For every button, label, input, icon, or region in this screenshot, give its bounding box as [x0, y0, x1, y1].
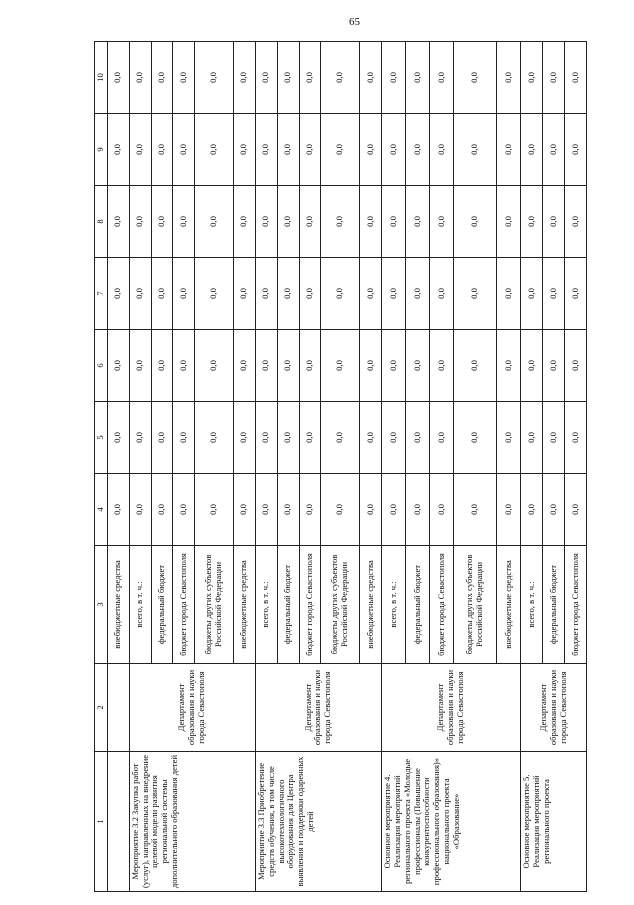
funding-source: всего, в т. ч.:	[129, 546, 151, 664]
value-cell: 0,0	[564, 330, 586, 402]
activity-name: Мероприятие 3.3 Приобретение средств обучения, в том числе высокотехнологичного оборудования для Центра выявления и поддержки одаренных детей	[255, 752, 381, 892]
value-cell: 0,0	[299, 402, 321, 474]
value-cell: 0,0	[454, 186, 497, 258]
value-cell: 0,0	[543, 42, 565, 114]
value-cell: 0,0	[497, 330, 521, 402]
value-cell: 0,0	[543, 474, 565, 546]
value-cell: 0,0	[321, 186, 360, 258]
table-row	[255, 42, 277, 892]
value-cell: 0,0	[107, 114, 129, 186]
value-cell: 0,0	[321, 42, 360, 114]
value-cell: 0,0	[564, 474, 586, 546]
value-cell: 0,0	[543, 330, 565, 402]
responsible-department: Департамент образования и науки города Севастополя	[129, 664, 255, 752]
value-cell: 0,0	[299, 42, 321, 114]
value-cell: 0,0	[454, 42, 497, 114]
value-cell: 0,0	[430, 474, 454, 546]
value-cell: 0,0	[454, 474, 497, 546]
value-cell: 0,0	[497, 186, 521, 258]
value-cell: 0,0	[233, 402, 255, 474]
value-cell: 0,0	[406, 474, 430, 546]
value-cell: 0,0	[430, 402, 454, 474]
col-header: 2	[95, 664, 108, 752]
value-cell: 0,0	[381, 474, 405, 546]
funding-source: бюджет города Севастополя	[564, 546, 586, 664]
value-cell: 0,0	[454, 114, 497, 186]
funding-source: бюджеты других субъектов Российской Федерации	[454, 546, 497, 664]
responsible-department: Департамент образования и науки города Севастополя	[381, 664, 520, 752]
value-cell: 0,0	[454, 258, 497, 330]
value-cell: 0,0	[360, 258, 382, 330]
value-cell: 0,0	[406, 114, 430, 186]
value-cell: 0,0	[277, 42, 299, 114]
value-cell: 0,0	[255, 474, 277, 546]
funding-source: бюджет города Севастополя	[430, 546, 454, 664]
value-cell: 0,0	[233, 114, 255, 186]
value-cell: 0,0	[406, 186, 430, 258]
value-cell: 0,0	[360, 474, 382, 546]
value-cell: 0,0	[564, 258, 586, 330]
table-row	[521, 42, 543, 892]
col-header: 7	[95, 258, 108, 330]
value-cell: 0,0	[299, 330, 321, 402]
value-cell: 0,0	[173, 402, 195, 474]
value-cell: 0,0	[299, 114, 321, 186]
value-cell: 0,0	[360, 402, 382, 474]
activity-name: Основное мероприятие 4. Реализация мероприятий регионального проекта «Молодые профессионалы (Повышение конкурентоспособности профессионального образования)» национального проекта «Образование»	[381, 752, 520, 892]
value-cell: 0,0	[151, 42, 173, 114]
value-cell: 0,0	[233, 42, 255, 114]
responsible-department: Департамент образования и науки города Севастополя	[255, 664, 381, 752]
value-cell: 0,0	[151, 258, 173, 330]
page-number: 65	[349, 16, 360, 28]
responsible-department	[107, 664, 129, 752]
value-cell: 0,0	[107, 258, 129, 330]
responsible-department: Департамент образования и науки города Севастополя	[521, 664, 587, 752]
value-cell: 0,0	[497, 474, 521, 546]
value-cell: 0,0	[233, 258, 255, 330]
funding-source: всего, в т. ч.:	[381, 546, 405, 664]
value-cell: 0,0	[430, 186, 454, 258]
value-cell: 0,0	[543, 186, 565, 258]
value-cell: 0,0	[129, 402, 151, 474]
value-cell: 0,0	[543, 258, 565, 330]
value-cell: 0,0	[497, 258, 521, 330]
value-cell: 0,0	[277, 258, 299, 330]
funding-source: бюджет города Севастополя	[299, 546, 321, 664]
rotated-table-wrapper	[94, 42, 587, 892]
value-cell: 0,0	[454, 330, 497, 402]
value-cell: 0,0	[454, 402, 497, 474]
value-cell: 0,0	[195, 114, 234, 186]
value-cell: 0,0	[430, 330, 454, 402]
value-cell: 0,0	[255, 42, 277, 114]
table-row	[381, 42, 405, 892]
value-cell: 0,0	[430, 42, 454, 114]
funding-source: федеральный бюджет	[151, 546, 173, 664]
value-cell: 0,0	[321, 330, 360, 402]
value-cell: 0,0	[195, 42, 234, 114]
funding-source: внебюджетные средства	[360, 546, 382, 664]
value-cell: 0,0	[381, 258, 405, 330]
value-cell: 0,0	[497, 42, 521, 114]
value-cell: 0,0	[299, 186, 321, 258]
value-cell: 0,0	[521, 474, 543, 546]
value-cell: 0,0	[255, 330, 277, 402]
value-cell: 0,0	[430, 114, 454, 186]
value-cell: 0,0	[406, 330, 430, 402]
value-cell: 0,0	[129, 114, 151, 186]
col-header: 4	[95, 474, 108, 546]
value-cell: 0,0	[497, 114, 521, 186]
value-cell: 0,0	[430, 258, 454, 330]
value-cell: 0,0	[521, 42, 543, 114]
value-cell: 0,0	[406, 402, 430, 474]
value-cell: 0,0	[381, 186, 405, 258]
value-cell: 0,0	[129, 258, 151, 330]
value-cell: 0,0	[151, 402, 173, 474]
table-body	[107, 42, 586, 892]
funding-source: всего, в т. ч.:	[255, 546, 277, 664]
value-cell: 0,0	[381, 42, 405, 114]
value-cell: 0,0	[255, 258, 277, 330]
value-cell: 0,0	[151, 330, 173, 402]
value-cell: 0,0	[173, 258, 195, 330]
value-cell: 0,0	[406, 258, 430, 330]
value-cell: 0,0	[381, 402, 405, 474]
value-cell: 0,0	[543, 114, 565, 186]
value-cell: 0,0	[173, 474, 195, 546]
col-header: 6	[95, 330, 108, 402]
value-cell: 0,0	[173, 330, 195, 402]
value-cell: 0,0	[564, 402, 586, 474]
value-cell: 0,0	[277, 474, 299, 546]
table-row	[107, 42, 129, 892]
value-cell: 0,0	[277, 186, 299, 258]
value-cell: 0,0	[129, 474, 151, 546]
activity-name: Основное мероприятие 5. Реализация мероприятий регионального проекта	[521, 752, 587, 892]
funding-source: федеральный бюджет	[277, 546, 299, 664]
value-cell: 0,0	[521, 186, 543, 258]
value-cell: 0,0	[151, 474, 173, 546]
activity-name	[107, 752, 129, 892]
value-cell: 0,0	[360, 114, 382, 186]
value-cell: 0,0	[173, 114, 195, 186]
value-cell: 0,0	[129, 330, 151, 402]
value-cell: 0,0	[521, 114, 543, 186]
funding-source: бюджет города Севастополя	[173, 546, 195, 664]
col-header: 3	[95, 546, 108, 664]
col-header: 5	[95, 402, 108, 474]
col-header: 8	[95, 186, 108, 258]
value-cell: 0,0	[521, 402, 543, 474]
funding-source: федеральный бюджет	[543, 546, 565, 664]
value-cell: 0,0	[299, 258, 321, 330]
funding-source: федеральный бюджет	[406, 546, 430, 664]
activity-name: Мероприятие 3.2 Закупка работ (услуг), направленных на внедрение целевой модели развития региональной системы дополнительного образования детей	[129, 752, 255, 892]
col-header: 10	[95, 42, 108, 114]
value-cell: 0,0	[277, 114, 299, 186]
value-cell: 0,0	[521, 258, 543, 330]
value-cell: 0,0	[564, 42, 586, 114]
value-cell: 0,0	[360, 186, 382, 258]
value-cell: 0,0	[277, 330, 299, 402]
value-cell: 0,0	[277, 402, 299, 474]
value-cell: 0,0	[107, 42, 129, 114]
table-row	[129, 42, 151, 892]
value-cell: 0,0	[107, 474, 129, 546]
value-cell: 0,0	[406, 42, 430, 114]
value-cell: 0,0	[543, 402, 565, 474]
funding-source: внебюджетные средства	[233, 546, 255, 664]
value-cell: 0,0	[255, 186, 277, 258]
value-cell: 0,0	[151, 114, 173, 186]
value-cell: 0,0	[195, 474, 234, 546]
funding-source: бюджеты других субъектов Российской Федерации	[195, 546, 234, 664]
value-cell: 0,0	[233, 330, 255, 402]
value-cell: 0,0	[195, 186, 234, 258]
funding-source: внебюджетные средства	[107, 546, 129, 664]
value-cell: 0,0	[360, 330, 382, 402]
header-row	[95, 42, 108, 892]
funding-source: внебюджетные средства	[497, 546, 521, 664]
value-cell: 0,0	[381, 114, 405, 186]
value-cell: 0,0	[321, 258, 360, 330]
col-header: 9	[95, 114, 108, 186]
value-cell: 0,0	[233, 474, 255, 546]
value-cell: 0,0	[564, 186, 586, 258]
value-cell: 0,0	[321, 402, 360, 474]
value-cell: 0,0	[321, 474, 360, 546]
value-cell: 0,0	[255, 402, 277, 474]
value-cell: 0,0	[497, 402, 521, 474]
value-cell: 0,0	[195, 402, 234, 474]
value-cell: 0,0	[255, 114, 277, 186]
value-cell: 0,0	[381, 330, 405, 402]
value-cell: 0,0	[151, 186, 173, 258]
value-cell: 0,0	[521, 330, 543, 402]
value-cell: 0,0	[173, 186, 195, 258]
col-header: 1	[95, 752, 108, 892]
value-cell: 0,0	[195, 258, 234, 330]
value-cell: 0,0	[107, 402, 129, 474]
value-cell: 0,0	[299, 474, 321, 546]
value-cell: 0,0	[107, 186, 129, 258]
value-cell: 0,0	[129, 186, 151, 258]
value-cell: 0,0	[564, 114, 586, 186]
funding-source: бюджеты других субъектов Российской Федерации	[321, 546, 360, 664]
value-cell: 0,0	[233, 186, 255, 258]
value-cell: 0,0	[173, 42, 195, 114]
value-cell: 0,0	[129, 42, 151, 114]
value-cell: 0,0	[107, 330, 129, 402]
value-cell: 0,0	[360, 42, 382, 114]
value-cell: 0,0	[195, 330, 234, 402]
value-cell: 0,0	[321, 114, 360, 186]
budget-table	[94, 41, 587, 892]
funding-source: всего, в т. ч.:	[521, 546, 543, 664]
